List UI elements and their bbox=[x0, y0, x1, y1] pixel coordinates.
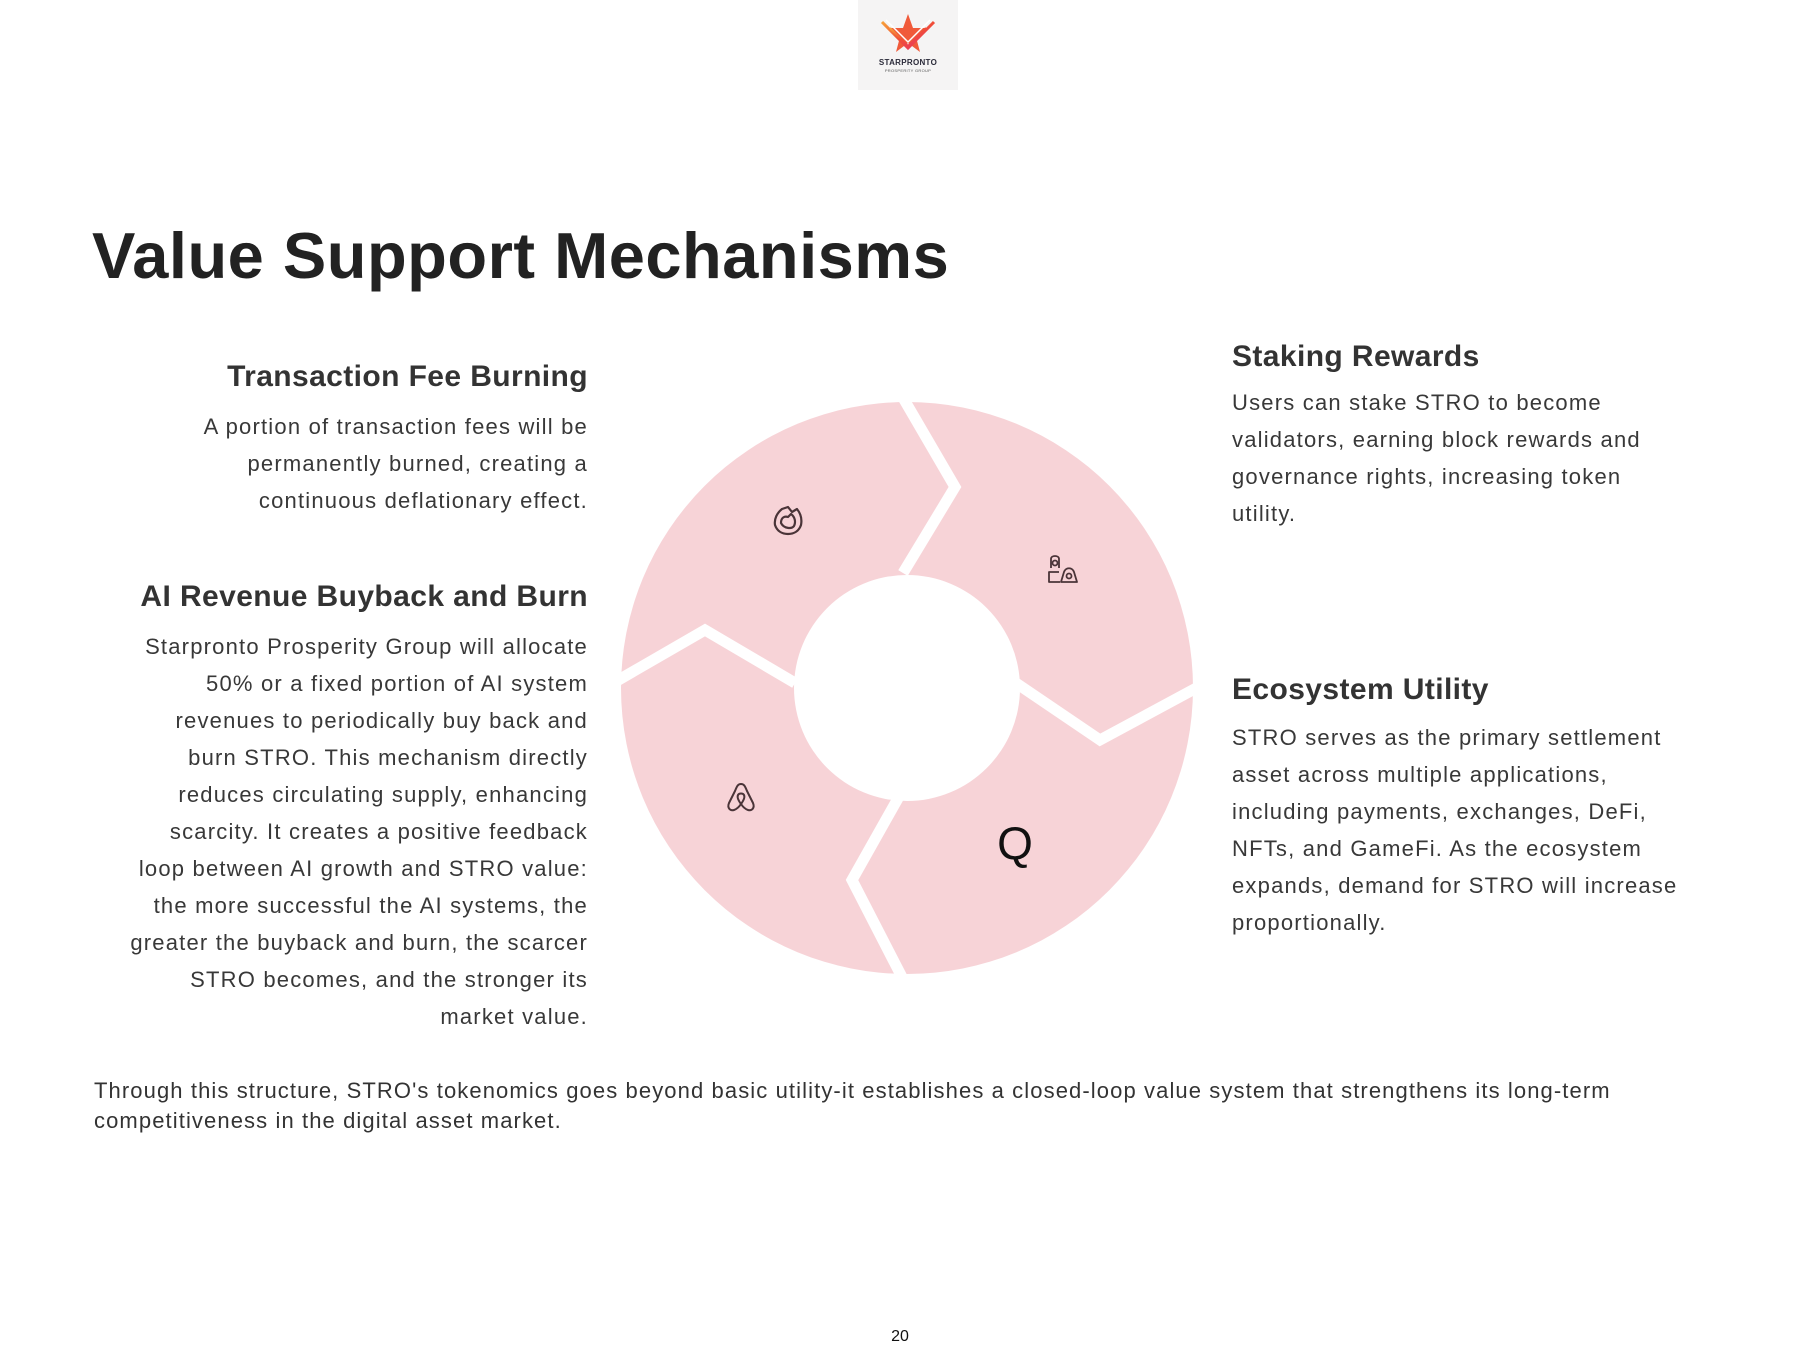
description-line: loop between AI growth and STRO value: bbox=[138, 856, 588, 881]
description-line: STRO serves as the primary settlement bbox=[1232, 725, 1662, 750]
mechanism-transaction-fee-burning bbox=[204, 360, 588, 519]
q-glyph: Q bbox=[997, 817, 1033, 869]
star-wings-logo-icon bbox=[880, 12, 936, 58]
page-title: Value Support Mechanisms bbox=[92, 219, 950, 292]
description-line: expands, demand for STRO will increase bbox=[1232, 873, 1678, 898]
description-line: proportionally. bbox=[1232, 910, 1387, 935]
description-line: validators, earning block rewards and bbox=[1232, 427, 1641, 452]
logo-name: STARPRONTO bbox=[878, 58, 938, 67]
logo-tagline: PROSPERITY GROUP bbox=[884, 68, 932, 73]
description-line: market value. bbox=[440, 1004, 588, 1029]
description-line: STRO becomes, and the stronger its bbox=[190, 967, 588, 992]
closing-paragraph: Through this structure, STRO's tokenomics goes beyond basic utility-it establishes a closed-loop value system that strengthens its long-term competitiveness in the digital asset market. bbox=[94, 1078, 1611, 1133]
donut-ring bbox=[620, 401, 1194, 975]
description-line: asset across multiple applications, bbox=[1232, 762, 1608, 787]
description-line: Users can stake STRO to become bbox=[1232, 390, 1602, 415]
mechanism-staking-rewards bbox=[1232, 340, 1641, 532]
mechanism-description bbox=[204, 408, 588, 519]
cycle-diagram bbox=[620, 401, 1194, 975]
description-line: utility. bbox=[1232, 501, 1297, 526]
mechanism-heading: Transaction Fee Burning bbox=[227, 360, 588, 393]
mechanism-description bbox=[130, 628, 588, 1035]
company-logo bbox=[858, 0, 958, 90]
description-line: governance rights, increasing token bbox=[1232, 464, 1622, 489]
description-line: continuous deflationary effect. bbox=[258, 488, 588, 513]
mechanism-heading: AI Revenue Buyback and Burn bbox=[140, 580, 588, 613]
mechanism-ecosystem-utility bbox=[1232, 673, 1677, 941]
mechanism-heading: Staking Rewards bbox=[1232, 340, 1480, 373]
description-line: 50% or a fixed portion of AI system bbox=[206, 671, 588, 696]
description-line: NFTs, and GameFi. As the ecosystem bbox=[1232, 836, 1643, 861]
mechanism-description bbox=[1232, 719, 1677, 941]
description-line: including payments, exchanges, DeFi, bbox=[1232, 799, 1647, 824]
description-line: Starpronto Prosperity Group will allocate bbox=[145, 634, 588, 659]
page-number: 20 bbox=[891, 1328, 909, 1345]
description-line: permanently burned, creating a bbox=[247, 451, 588, 476]
description-line: greater the buyback and burn, the scarcer bbox=[130, 930, 588, 955]
mechanism-heading: Ecosystem Utility bbox=[1232, 673, 1489, 706]
description-line: A portion of transaction fees will be bbox=[203, 414, 588, 439]
description-line: revenues to periodically buy back and bbox=[175, 708, 588, 733]
description-line: reduces circulating supply, enhancing bbox=[178, 782, 588, 807]
description-line: burn STRO. This mechanism directly bbox=[188, 745, 588, 770]
description-line: the more successful the AI systems, the bbox=[153, 893, 588, 918]
description-line: scarcity. It creates a positive feedback bbox=[169, 819, 588, 844]
mechanism-description bbox=[1232, 384, 1641, 532]
mechanism-ai-revenue-buyback bbox=[130, 580, 588, 1035]
